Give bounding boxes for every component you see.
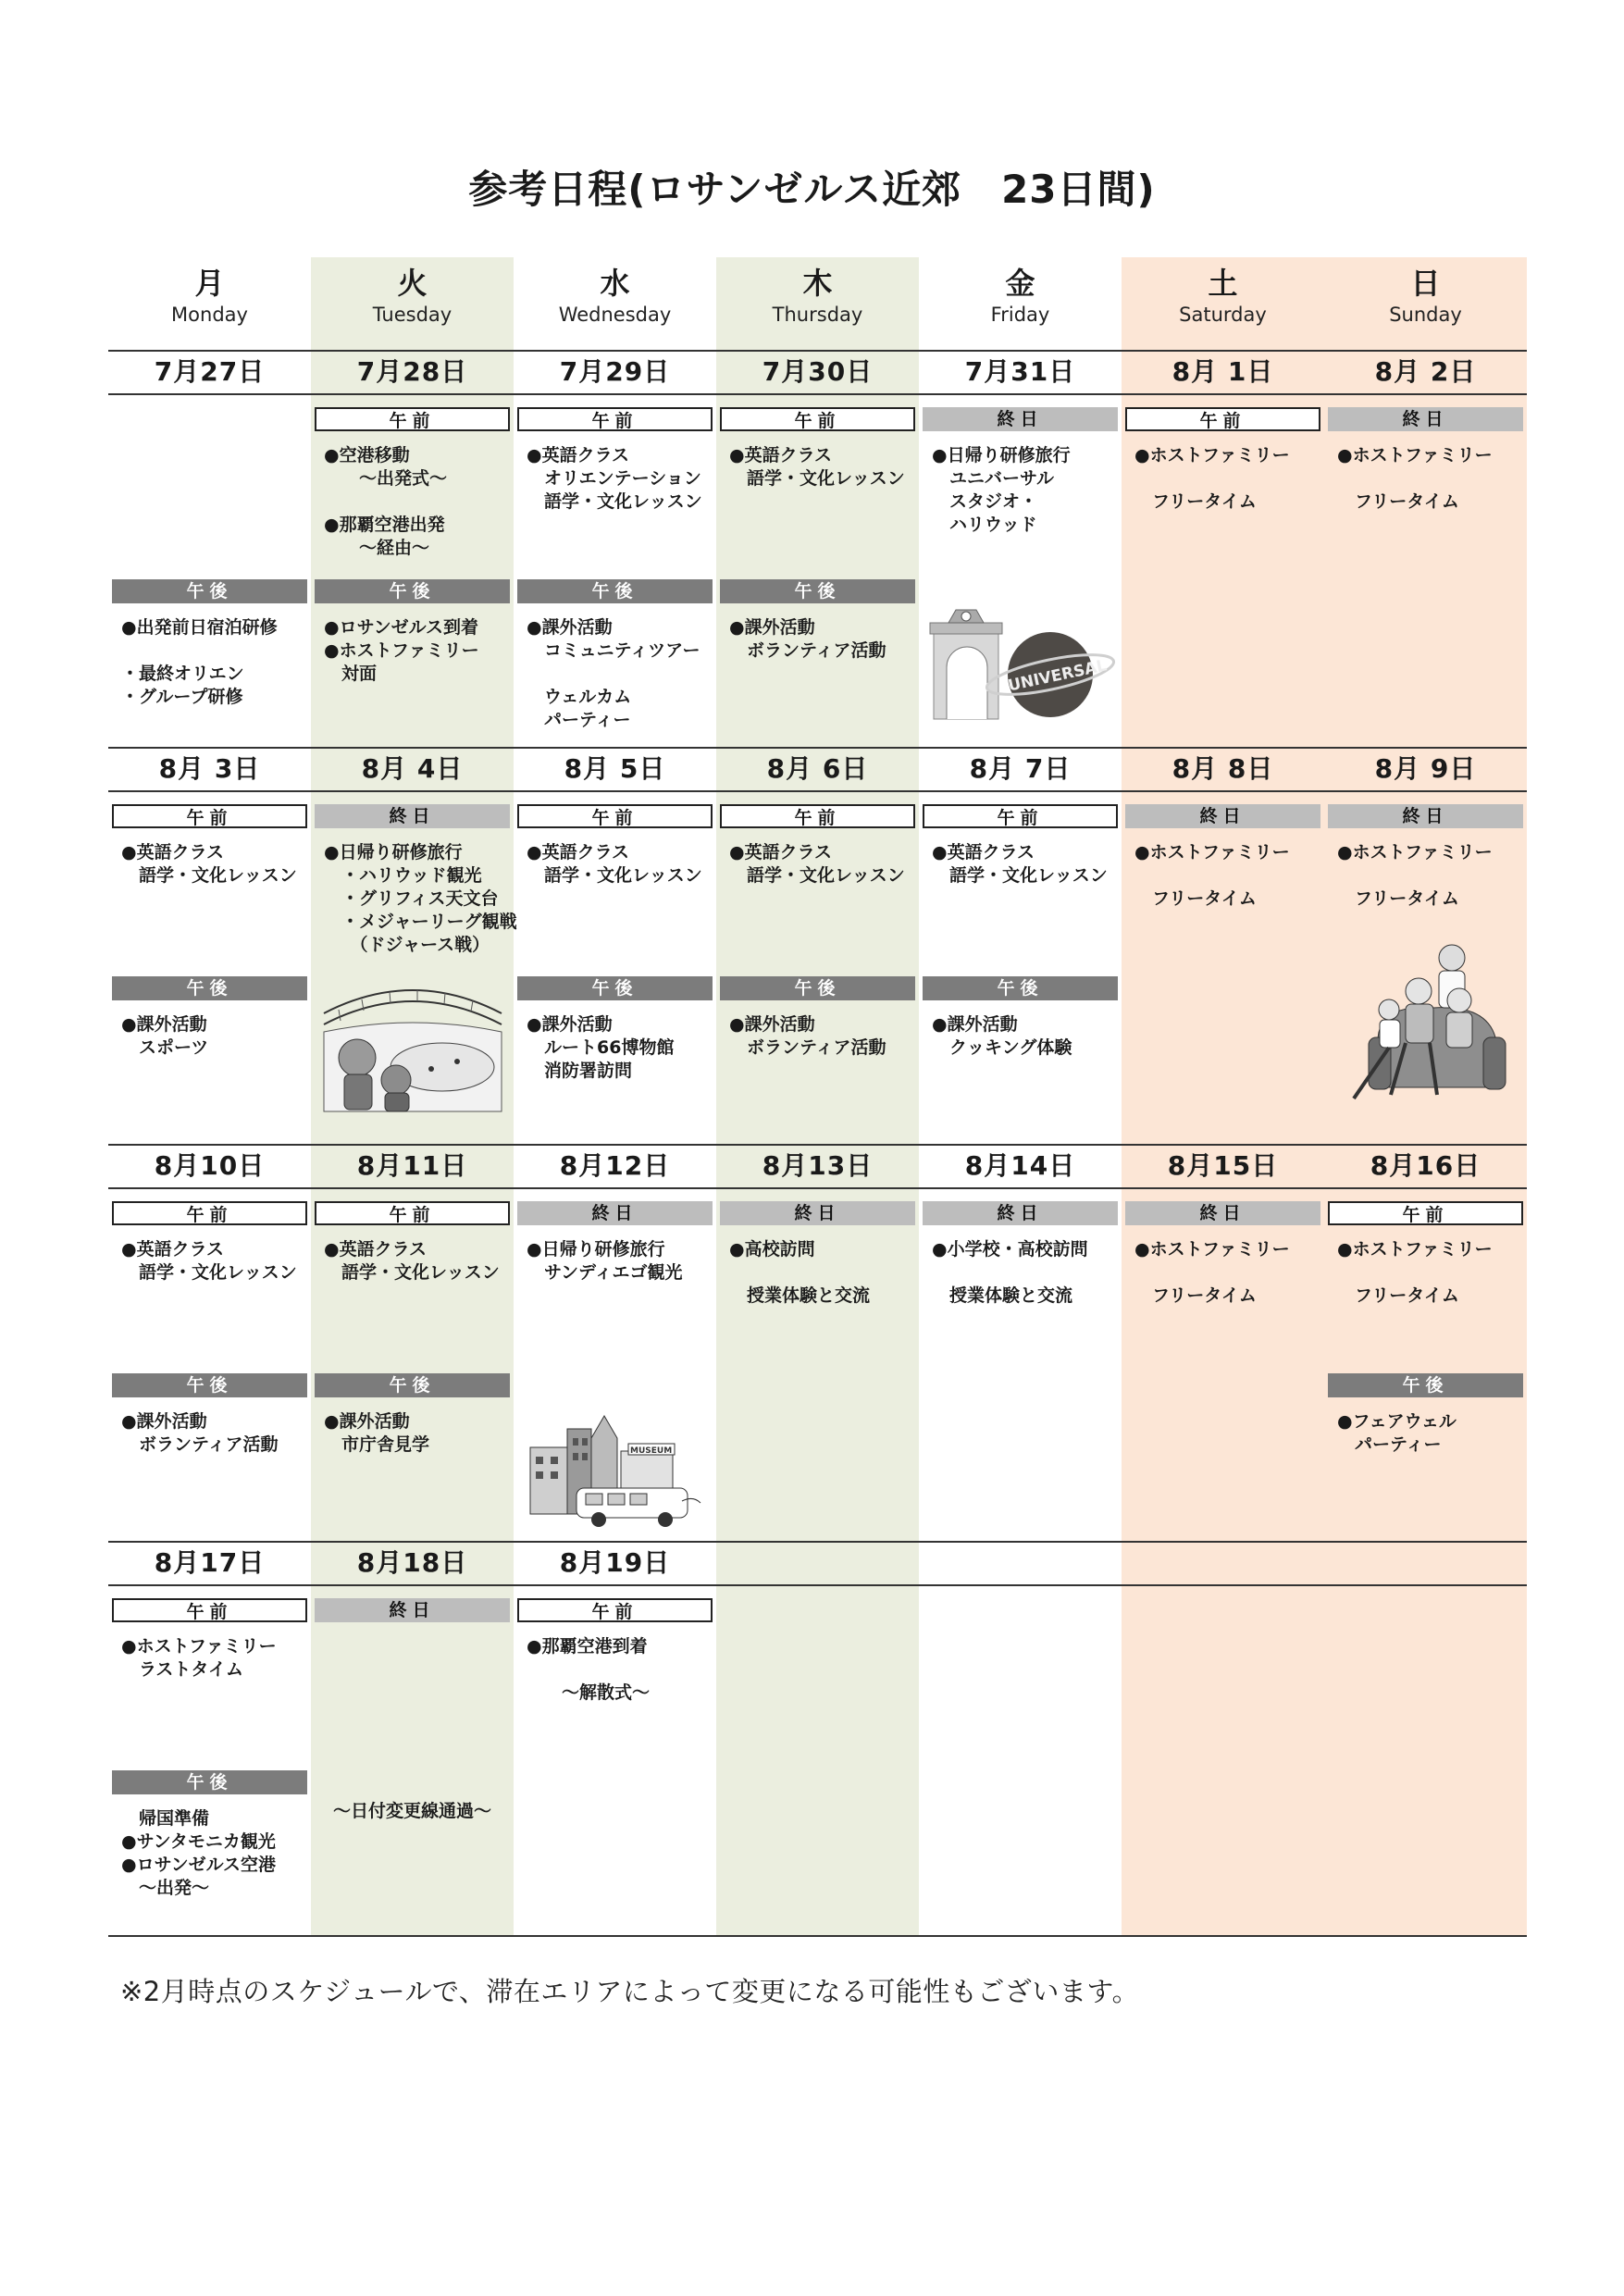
day-header-wed — [514, 257, 716, 350]
date-label: 8月10日 — [154, 1150, 266, 1181]
day-header-jp: 月 — [194, 266, 225, 301]
afternoon-activity-text: ●課外活動 コミュニティツアー ウェルカム パーティー — [527, 617, 700, 730]
all-day-label: 終日 — [923, 1201, 1118, 1225]
afternoon-label: 午後 — [315, 579, 510, 603]
morning-activity-text: ●那覇空港到着 ～解散式～ — [527, 1636, 651, 1703]
date-label: 7月27日 — [154, 356, 266, 387]
afternoon-activity-text: ～日付変更線通過～ — [332, 1801, 491, 1821]
morning-activity-text: ●ホストファミリー ラストタイム — [121, 1636, 277, 1680]
date-label: 7月31日 — [964, 356, 1076, 387]
afternoon-activity-text: ●課外活動 ボランティア活動 — [121, 1411, 279, 1455]
day-header-fri — [919, 257, 1122, 350]
day-header-en: Tuesday — [372, 304, 452, 326]
date-label: 8月 8日 — [1172, 753, 1274, 784]
page-title: 参考日程(ロサンゼルス近郊 23日間) — [468, 167, 1156, 212]
afternoon-label: 午後 — [1328, 1373, 1523, 1397]
day-header-en: Friday — [990, 304, 1050, 326]
all-day-label: 終日 — [315, 804, 510, 828]
morning-activity-text: ●ホストファミリー フリータイム — [1337, 842, 1493, 909]
day-header-en: Monday — [171, 304, 248, 326]
date-label: 8月19日 — [559, 1547, 671, 1578]
morning-activity-text: ●ホストファミリー フリータイム — [1134, 1239, 1290, 1306]
morning-label: 午前 — [112, 1201, 307, 1225]
morning-activity-text: ●英語クラス 語学・文化レッスン — [324, 1239, 500, 1283]
day-header-mon — [108, 257, 311, 350]
morning-activity-text: ●ホストファミリー フリータイム — [1134, 842, 1290, 909]
day-cell-wed — [514, 1585, 716, 1935]
morning-label: 午前 — [1125, 407, 1320, 431]
day-header-thu — [716, 257, 919, 350]
day-cell-sat — [1122, 1585, 1324, 1935]
week-row — [108, 1144, 1527, 1541]
morning-label: 午前 — [517, 407, 713, 431]
family-illustration — [1341, 930, 1517, 1110]
all-day-label: 終日 — [923, 407, 1118, 431]
morning-label: 午前 — [923, 804, 1118, 828]
date-label: 8月18日 — [356, 1547, 468, 1578]
morning-activity-text: ●ホストファミリー フリータイム — [1337, 445, 1493, 512]
afternoon-activity-text: ●出発前日宿泊研修 ・最終オリエン ・グループ研修 — [121, 617, 278, 707]
afternoon-label: 午後 — [923, 976, 1118, 1000]
day-header-en: Saturday — [1179, 304, 1267, 326]
calendar-bottom-rule — [108, 1935, 1527, 1937]
afternoon-activity-text: ●課外活動 ルート66博物館 消防署訪問 — [527, 1014, 675, 1081]
afternoon-activity-text: ●課外活動 スポーツ — [121, 1014, 209, 1058]
afternoon-label: 午後 — [112, 579, 307, 603]
all-day-label: 終日 — [315, 1598, 510, 1622]
week-row — [108, 747, 1527, 1144]
day-cell-tue — [311, 394, 514, 745]
date-label: 8月 7日 — [969, 753, 1072, 784]
day-cell-sun — [1324, 394, 1527, 745]
day-cell-sun — [1324, 1585, 1527, 1935]
afternoon-label: 午後 — [112, 1373, 307, 1397]
day-cell-mon — [108, 1585, 311, 1935]
day-header-jp: 火 — [397, 266, 428, 301]
day-header-jp: 木 — [802, 266, 833, 301]
afternoon-activity-text: ●課外活動 ボランティア活動 — [729, 617, 886, 661]
day-cell-sun — [1324, 791, 1527, 1142]
all-day-label: 終日 — [720, 1201, 915, 1225]
morning-activity-text: ●空港移動 ～出発式～ ●那覇空港出発 ～経由～ — [324, 445, 448, 558]
stadium-illustration — [320, 976, 505, 1119]
date-label: 8月 1日 — [1172, 356, 1274, 387]
all-day-label: 終日 — [1125, 804, 1320, 828]
all-day-label: 終日 — [517, 1201, 713, 1225]
day-header-en: Sunday — [1389, 304, 1462, 326]
morning-activity-text: ●英語クラス 語学・文化レッスン — [121, 1239, 297, 1283]
day-header-jp: 日 — [1410, 266, 1441, 301]
morning-label: 午前 — [112, 1598, 307, 1622]
day-cell-wed — [514, 1188, 716, 1539]
date-label: 8月13日 — [762, 1150, 874, 1181]
day-cell-sat — [1122, 394, 1324, 745]
morning-label: 午前 — [315, 1201, 510, 1225]
date-label — [1324, 1541, 1527, 1585]
date-label — [919, 1541, 1122, 1585]
day-cell-sat — [1122, 1188, 1324, 1539]
afternoon-label: 午後 — [112, 1770, 307, 1794]
city-illustration — [525, 1410, 710, 1534]
day-cell-thu — [716, 1585, 919, 1935]
day-cell-tue — [311, 1188, 514, 1539]
day-cell-tue — [311, 1585, 514, 1935]
date-label: 8月12日 — [559, 1150, 671, 1181]
day-cell-mon — [108, 394, 311, 745]
morning-activity-text: ●英語クラス 語学・文化レッスン — [729, 842, 905, 886]
day-cell-thu — [716, 1188, 919, 1539]
footnote: ※2月時点のスケジュールで、滞在エリアによって変更になる可能性もございます。 — [120, 1976, 1140, 2007]
week-row — [108, 350, 1527, 747]
afternoon-activity-text: ●課外活動 市庁舎見学 — [324, 1411, 430, 1455]
morning-activity-text: ●日帰り研修旅行 ・ハリウッド観光 ・グリフィス天文台 ・メジャーリーグ観戦 （ドジャース戦） — [324, 842, 517, 955]
date-label: 7月29日 — [559, 356, 671, 387]
day-header-en: Thursday — [772, 304, 863, 326]
day-cell-thu — [716, 394, 919, 745]
day-header-en: Wednesday — [558, 304, 672, 326]
morning-label: 午前 — [517, 1598, 713, 1622]
date-label: 8月 3日 — [158, 753, 261, 784]
day-header-sun — [1324, 257, 1527, 350]
afternoon-label: 午後 — [315, 1373, 510, 1397]
morning-activity-text: ●ホストファミリー フリータイム — [1337, 1239, 1493, 1306]
date-label: 8月 6日 — [766, 753, 869, 784]
afternoon-label: 午後 — [517, 579, 713, 603]
date-label — [1122, 1541, 1324, 1585]
day-header-jp: 水 — [600, 266, 630, 301]
morning-label: 午前 — [112, 804, 307, 828]
day-cell-thu — [716, 791, 919, 1142]
morning-label: 午前 — [315, 407, 510, 431]
afternoon-activity-text: ●ロサンゼルス到着 ●ホストファミリー 対面 — [324, 617, 479, 684]
afternoon-label: 午後 — [720, 579, 915, 603]
date-label: 8月17日 — [154, 1547, 266, 1578]
date-label: 8月14日 — [964, 1150, 1076, 1181]
morning-activity-text: ●日帰り研修旅行 ユニバーサル スタジオ・ ハリウッド — [932, 445, 1071, 535]
week-row — [108, 1541, 1527, 1937]
date-label: 7月30日 — [762, 356, 874, 387]
date-label: 8月 4日 — [361, 753, 464, 784]
day-cell-wed — [514, 791, 716, 1142]
date-label: 8月 2日 — [1374, 356, 1477, 387]
afternoon-label: 午後 — [720, 976, 915, 1000]
morning-activity-text: ●日帰り研修旅行 サンディエゴ観光 — [527, 1239, 683, 1283]
morning-activity-text: ●英語クラス 語学・文化レッスン — [729, 445, 905, 489]
day-header-sat — [1122, 257, 1324, 350]
schedule-calendar — [108, 257, 1527, 1937]
day-header-tue — [311, 257, 514, 350]
day-cell-mon — [108, 1188, 311, 1539]
morning-label: 午前 — [1328, 1201, 1523, 1225]
all-day-label: 終日 — [1125, 1201, 1320, 1225]
day-cell-fri — [919, 1188, 1122, 1539]
morning-activity-text: ●高校訪問 授業体験と交流 — [729, 1239, 871, 1306]
morning-label: 午前 — [720, 804, 915, 828]
all-day-label: 終日 — [1328, 804, 1523, 828]
all-day-label: 終日 — [1328, 407, 1523, 431]
morning-activity-text: ●小学校・高校訪問 授業体験と交流 — [932, 1239, 1088, 1306]
afternoon-label: 午後 — [112, 976, 307, 1000]
afternoon-label: 午後 — [517, 976, 713, 1000]
date-label: 8月11日 — [356, 1150, 468, 1181]
day-cell-tue — [311, 791, 517, 1142]
universal-globe-text: UNIVERSAL — [1006, 656, 1109, 696]
day-header-jp: 金 — [1005, 266, 1035, 301]
afternoon-activity-text: ●課外活動 クッキング体験 — [932, 1014, 1072, 1058]
morning-activity-text: ●ホストファミリー フリータイム — [1134, 445, 1290, 512]
date-label — [716, 1541, 919, 1585]
day-cell-fri — [919, 394, 1122, 745]
afternoon-activity-text: 帰国準備 ●サンタモニカ観光 ●ロサンゼルス空港 ～出発～ — [121, 1808, 277, 1898]
day-cell-sun — [1324, 1188, 1527, 1539]
morning-label: 午前 — [517, 804, 713, 828]
date-label: 8月 9日 — [1374, 753, 1477, 784]
museum-sign-text: MUSEUM — [630, 1446, 673, 1456]
afternoon-activity-text: ●課外活動 ボランティア活動 — [729, 1014, 886, 1058]
day-cell-wed — [514, 394, 716, 745]
afternoon-activity-text: ●フェアウェル パーティー — [1337, 1411, 1457, 1455]
morning-activity-text: ●英語クラス 語学・文化レッスン — [932, 842, 1108, 886]
day-cell-fri — [919, 1585, 1122, 1935]
day-cell-sat — [1122, 791, 1324, 1142]
day-cell-fri — [919, 791, 1122, 1142]
morning-activity-text: ●英語クラス オリエンテーション 語学・文化レッスン — [527, 445, 702, 512]
date-label: 7月28日 — [356, 356, 468, 387]
morning-activity-text: ●英語クラス 語学・文化レッスン — [527, 842, 702, 886]
date-label: 8月16日 — [1370, 1150, 1481, 1181]
day-header-jp: 土 — [1208, 266, 1238, 301]
date-label: 8月15日 — [1167, 1150, 1279, 1181]
day-cell-mon — [108, 791, 311, 1142]
morning-activity-text: ●英語クラス 語学・文化レッスン — [121, 842, 297, 886]
date-label: 8月 5日 — [564, 753, 666, 784]
morning-label: 午前 — [720, 407, 915, 431]
universal-illustration — [928, 602, 1118, 726]
